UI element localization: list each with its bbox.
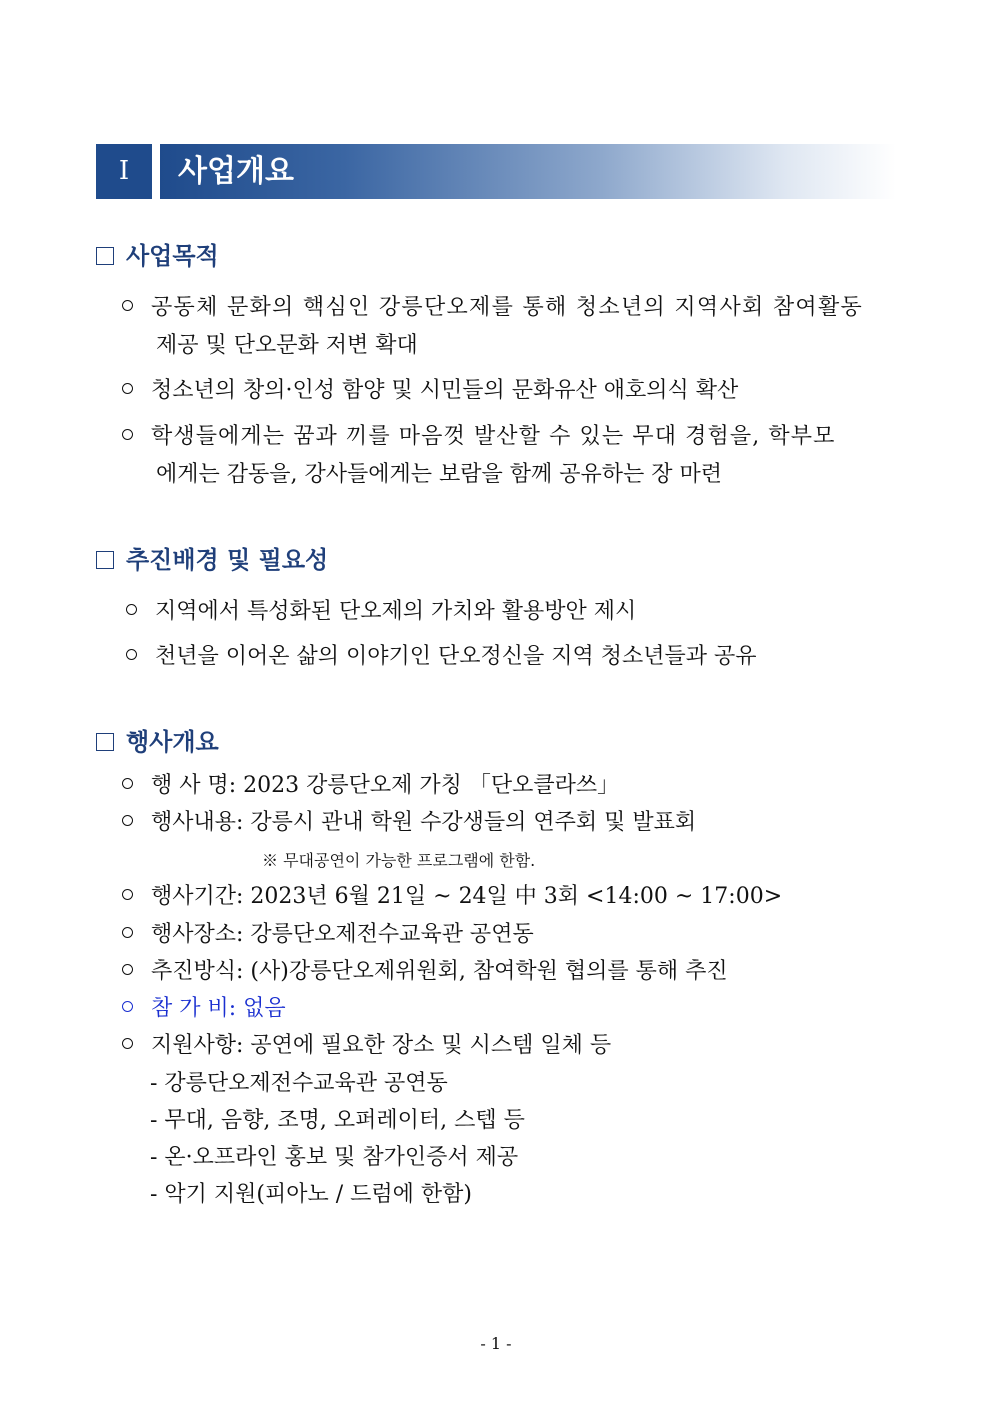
square-box-icon — [96, 247, 114, 265]
event-item-support: 지원사항: 공연에 필요한 장소 및 시스템 일체 등 — [122, 1026, 611, 1066]
circle-bullet-icon — [126, 604, 137, 615]
circle-bullet-icon — [122, 383, 133, 394]
list-item: 천년을 이어온 삶의 이야기인 단오정신을 지역 청소년들과 공유 — [126, 637, 757, 677]
event-item-name: 행 사 명: 2023 강릉단오제 가칭 「단오클라쓰」 — [122, 766, 619, 806]
circle-bullet-icon — [122, 429, 133, 440]
circle-bullet-icon — [122, 889, 133, 900]
list-item: 청소년의 창의·인성 함양 및 시민들의 문화유산 애호의식 확산 — [122, 371, 738, 411]
event-item-venue: 행사장소: 강릉단오제전수교육관 공연동 — [122, 915, 534, 955]
support-detail-item: - 온·오프라인 홍보 및 참가인증서 제공 — [150, 1145, 519, 1170]
circle-bullet-icon — [126, 649, 137, 660]
circle-bullet-icon — [122, 1001, 133, 1012]
subsection-heading-event-overview: 행사개요 — [96, 722, 219, 757]
list-item: 학생들에게는 꿈과 끼를 마음껏 발산할 수 있는 무대 경험을, 학부모 — [122, 417, 835, 457]
list-item-continuation: 제공 및 단오문화 저변 확대 — [156, 333, 418, 358]
event-item-fee: 참 가 비: 없음 — [122, 989, 286, 1029]
circle-bullet-icon — [122, 1038, 133, 1049]
section-number-box: Ⅰ — [96, 144, 152, 199]
circle-bullet-icon — [122, 927, 133, 938]
subsection-heading-purpose: 사업목적 — [96, 236, 219, 271]
event-item-method: 추진방식: (사)강릉단오제위원회, 참여학원 협의를 통해 추진 — [122, 952, 728, 992]
subsection-heading-background: 추진배경 및 필요성 — [96, 540, 328, 575]
section-title: 사업개요 — [178, 154, 294, 189]
support-detail-item: - 강릉단오제전수교육관 공연동 — [150, 1071, 448, 1096]
circle-bullet-icon — [122, 815, 133, 826]
list-item: 지역에서 특성화된 단오제의 가치와 활용방안 제시 — [126, 592, 636, 632]
support-detail-item: - 악기 지원(피아노 / 드럼에 한함) — [150, 1182, 473, 1207]
list-item: 공동체 문화의 핵심인 강릉단오제를 통해 청소년의 지역사회 참여활동 — [122, 288, 863, 328]
circle-bullet-icon — [122, 778, 133, 789]
circle-bullet-icon — [122, 964, 133, 975]
list-item-continuation: 에게는 감동을, 강사들에게는 보람을 함께 공유하는 장 마련 — [156, 462, 722, 487]
event-item-content: 행사내용: 강릉시 관내 학원 수강생들의 연주회 및 발표회 — [122, 803, 696, 843]
event-note: ※ 무대공연이 가능한 프로그램에 한함. — [262, 851, 536, 870]
square-box-icon — [96, 551, 114, 569]
section-title-box — [160, 144, 896, 199]
section-header-bar — [96, 144, 896, 199]
square-box-icon — [96, 733, 114, 751]
page-number: - 1 - — [480, 1334, 512, 1353]
circle-bullet-icon — [122, 300, 133, 311]
event-item-period: 행사기간: 2023년 6월 21일 ~ 24일 中 3회 <14:00 ~ 17:00> — [122, 877, 782, 917]
support-detail-item: - 무대, 음향, 조명, 오퍼레이터, 스텝 등 — [150, 1108, 525, 1133]
